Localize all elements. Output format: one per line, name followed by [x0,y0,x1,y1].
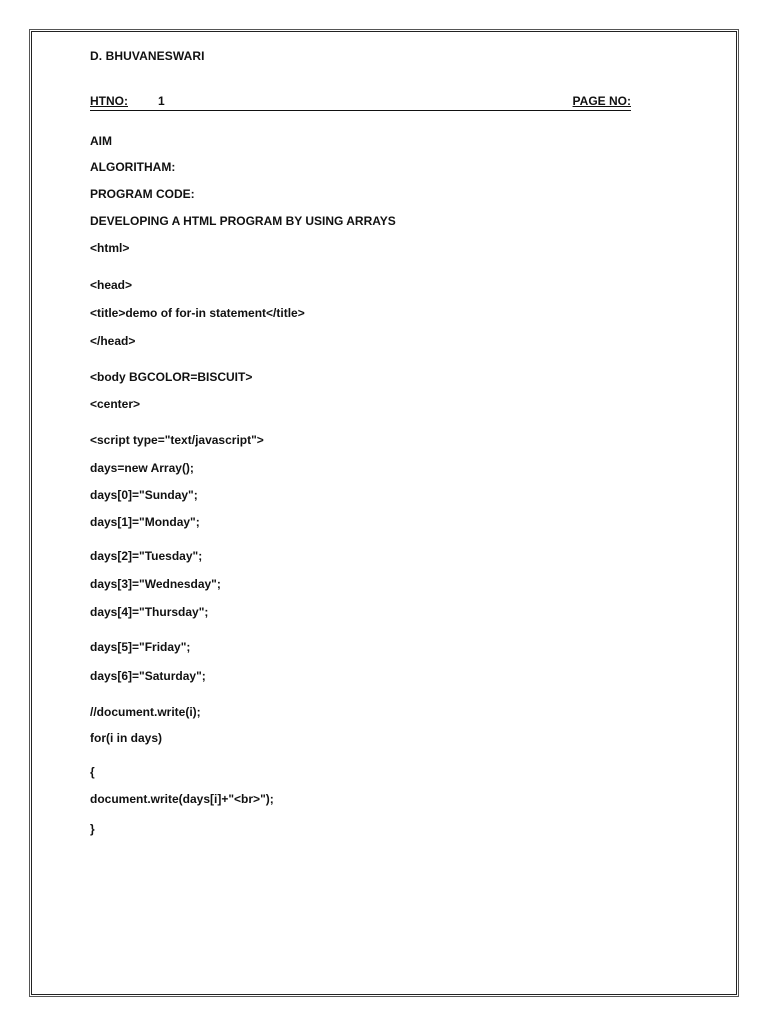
code-line: days[2]="Tuesday"; [90,549,203,563]
code-line: days[6]="Saturday"; [90,669,206,683]
htno-label: HTNO: [90,94,128,108]
code-line: days[3]="Wednesday"; [90,577,221,591]
code-line: days=new Array(); [90,461,194,475]
program-code-heading: PROGRAM CODE: [90,187,195,201]
code-line: days[4]="Thursday"; [90,605,209,619]
code-line: <head> [90,278,133,292]
code-line: <html> [90,241,130,255]
code-line: } [90,822,95,836]
algorithm-heading: ALGORITHAM: [90,160,176,174]
author-name: D. BHUVANESWARI [90,49,205,63]
code-line: <title>demo of for-in statement</title> [90,306,305,320]
code-line: document.write(days[i]+"<br>"); [90,792,274,806]
code-line: days[5]="Friday"; [90,640,191,654]
code-line: <body BGCOLOR=BISCUIT> [90,370,253,384]
code-line: </head> [90,334,136,348]
code-line: days[1]="Monday"; [90,515,200,529]
code-line: <script type="text/javascript"> [90,433,264,447]
code-line: days[0]="Sunday"; [90,488,198,502]
program-title: DEVELOPING A HTML PROGRAM BY USING ARRAYS [90,214,396,228]
page-no-label: PAGE NO: [572,94,631,108]
page-border [31,31,737,995]
code-line: <center> [90,397,141,411]
aim-heading: AIM [90,134,112,148]
code-line: //document.write(i); [90,705,201,719]
code-line: { [90,765,95,779]
document-header [90,94,631,111]
code-line: for(i in days) [90,731,163,745]
htno-value: 1 [158,94,165,108]
